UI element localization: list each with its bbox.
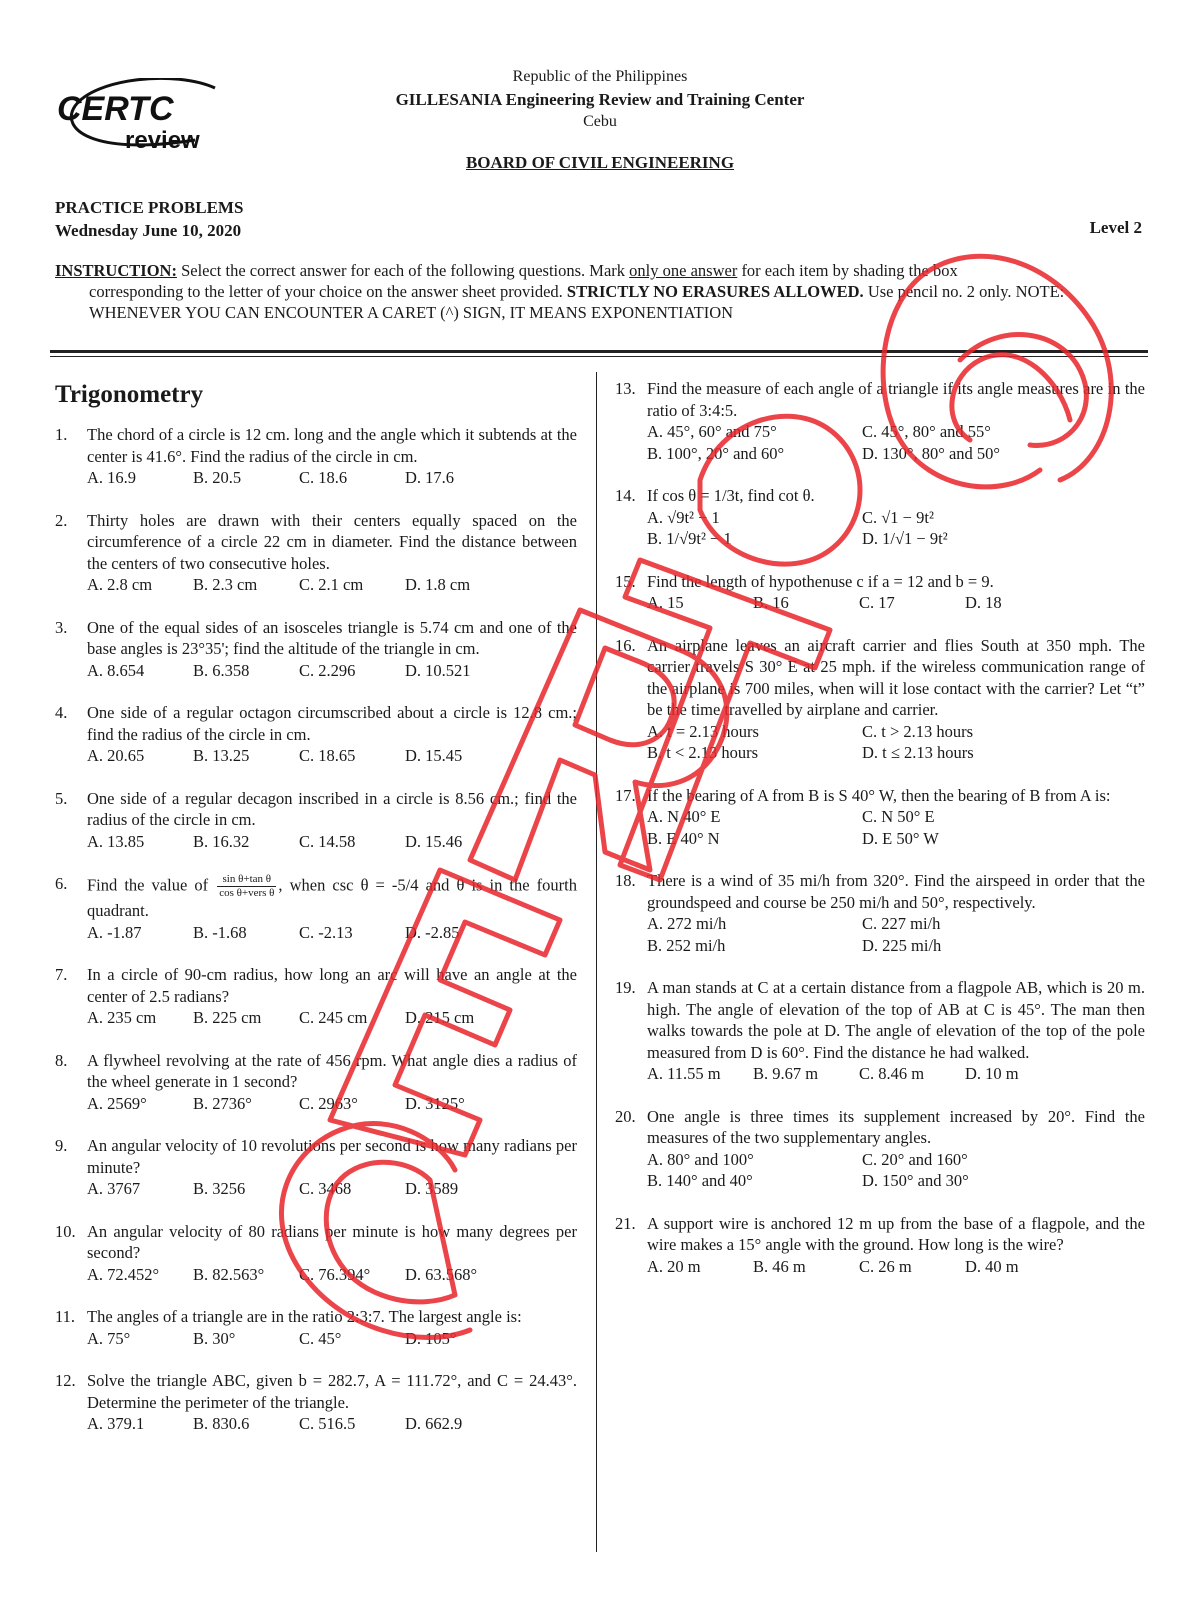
question-text: A flywheel revolving at the rate of 456 rpm. What angle dies a radius of the wheel generate in 1 second? — [87, 1050, 577, 1091]
answer-options — [87, 745, 577, 767]
answer-options — [87, 1007, 577, 1029]
q21-option-3: C. 26 m — [859, 1256, 912, 1276]
header-rule — [50, 350, 1148, 353]
question-text: An airplane leaves an aircraft carrier and flies South at 350 mph. The carrier travels S 30° E at 25 mph. if the wireless communication range of the airplane is 700 miles, when will it lose contact with the carrier? Let “t” be the time travelled by airplane and carrier. — [647, 635, 1145, 719]
instruction-label: INSTRUCTION: — [55, 261, 177, 280]
question-number: 10. — [55, 1221, 76, 1241]
header-rule-thin — [50, 356, 1148, 357]
question-item — [615, 485, 1145, 550]
q4-option-1: A. 20.65 — [87, 746, 145, 765]
answer-options — [87, 1413, 577, 1435]
question-text: A man stands at C at a certain distance from a flagpole AB, which is 20 m. high. The angle of elevation of the top of AB at C is 45°. The man then walks towards the pole at D. The angle of elevation of the top of the pole measured from D is 60°. Find the distance he had walked. — [647, 978, 1145, 1062]
q12-option-2: B. 830.6 — [193, 1414, 250, 1433]
question-item — [55, 1050, 577, 1115]
question-text: Thirty holes are drawn with their centers equally spaced on the circumference of a circle 22 cm in diameter. Find the distance between the centers of two consecutive holes. — [87, 510, 577, 573]
q1-option-3: C. 18.6 — [299, 468, 348, 487]
instruction-note: WHENEVER YOU CAN ENCOUNTER A CARET (^) SIGN, IT MEANS EXPONENTIATION — [89, 303, 734, 322]
header-country: Republic of the Philippines — [512, 68, 688, 85]
instruction-rest — [55, 281, 1145, 323]
question-number: 2. — [55, 510, 68, 530]
q18-option-3: B. 252 mi/h — [647, 935, 726, 955]
answer-options — [647, 507, 1145, 550]
answer-options — [647, 592, 1145, 614]
q16-option-2: C. t > 2.13 hours — [862, 721, 974, 741]
question-number: 13. — [615, 379, 636, 398]
q12-option-3: C. 516.5 — [299, 1414, 356, 1433]
answer-options — [87, 922, 577, 944]
level-label: Level 2 — [1089, 218, 1142, 237]
instruction-underlined: only one answer — [629, 261, 738, 280]
question-text: Find the length of hypothenuse c if a = 12 and b = 9. — [647, 571, 994, 591]
question-number: 19. — [615, 978, 636, 997]
q20-option-4: D. 150° and 30° — [862, 1171, 969, 1190]
question-item — [55, 1135, 577, 1200]
question-number: 18. — [615, 871, 636, 890]
q14-option-2: C. √1 − 9t² — [862, 507, 934, 527]
question-text: One side of a regular octagon circumscribed about a circle is 12.8 cm.; find the radius of the circle in cm. — [87, 703, 577, 744]
instruction-text-3: corresponding to the letter of your choice on the answer sheet provided. — [89, 282, 567, 301]
q15-option-4: D. 18 — [965, 593, 1002, 612]
q2-option-3: C. 2.1 cm — [299, 575, 364, 594]
question-number: 5. — [55, 788, 68, 808]
answer-options — [87, 1328, 577, 1350]
question-text: There is a wind of 35 mi/h from 320°. Find the airspeed in order that the groundspeed and course be 250 mi/h and 50°, respectively. — [647, 871, 1145, 912]
q10-option-1: A. 72.452° — [87, 1264, 160, 1284]
q17-option-3: B. E 40° N — [647, 828, 720, 848]
q14-option-4: D. 1/√1 − 9t² — [862, 529, 948, 548]
question-item — [55, 1221, 577, 1286]
q11-option-1: A. 75° — [87, 1328, 131, 1348]
fraction: $\frac{\text{sin θ+tan θ}}{\text{cos θ+vers θ}}$ — [219, 873, 275, 899]
logo-sub-text: review — [125, 127, 200, 154]
question-text: Find the value of $\frac{\text{sin θ+tan θ}}{\text{cos θ+vers θ}}$ , when csc θ = -5/4 and θ is in the fourth quadrant. — [87, 873, 577, 920]
q2-option-1: A. 2.8 cm — [87, 575, 153, 594]
q20-option-2: C. 20° and 160° — [862, 1149, 968, 1169]
question-number: 7. — [55, 965, 68, 984]
q17-option-1: A. N 40° E — [647, 807, 721, 826]
q11-option-4: D. 105° — [405, 1328, 457, 1348]
question-item — [55, 788, 577, 853]
question-item — [55, 873, 577, 943]
q2-option-4: D. 1.8 cm — [405, 575, 471, 594]
question-number: 8. — [55, 1050, 68, 1070]
q16-option-3: B. t < 2.13 hours — [647, 743, 759, 762]
q14-option-3: B. 1/√9t² − 1 — [647, 529, 732, 548]
q1-option-1: A. 16.9 — [87, 468, 137, 487]
question-number: 16. — [615, 635, 636, 655]
question-number: 3. — [55, 617, 68, 637]
q19-option-1: A. 11.55 m — [647, 1064, 721, 1083]
q8-option-1: A. 2569° — [87, 1093, 147, 1113]
question-text: If cos θ = 1/3t, find cot θ. — [647, 486, 815, 505]
instruction-text-2: for each item by shading the box — [737, 261, 958, 280]
q4-option-4: D. 15.45 — [405, 746, 463, 765]
q13-option-1: A. 45°, 60° and 75° — [647, 422, 777, 441]
question-item — [615, 378, 1145, 464]
q7-option-4: D. 215 cm — [405, 1008, 475, 1027]
header-institution: GILLESANIA Engineering Review and Training Center — [395, 90, 805, 109]
question-text: One side of a regular decagon inscribed in a circle is 8.56 cm.; find the radius of the circle in cm. — [87, 788, 577, 829]
column-divider — [596, 372, 597, 1552]
q8-option-3: C. 2963° — [299, 1093, 358, 1113]
q7-option-3: C. 245 cm — [299, 1008, 368, 1027]
question-text: Solve the triangle ABC, given b = 282.7, A = 111.72°, and C = 24.43°. Determine the perimeter of the triangle. — [87, 1371, 577, 1412]
section-title: Trigonometry — [55, 381, 204, 408]
question-item — [615, 870, 1145, 956]
q10-option-2: B. 82.563° — [193, 1264, 265, 1284]
q19-option-4: D. 10 m — [965, 1064, 1019, 1083]
question-text: One of the equal sides of an isosceles triangle is 5.74 cm and one of the base angles is 23°35'; find the altitude of the triangle in cm. — [87, 617, 577, 658]
instruction-bold: STRICTLY NO ERASURES ALLOWED. — [566, 282, 864, 301]
answer-options — [647, 1256, 1145, 1278]
q9-option-3: C. 3468 — [299, 1179, 352, 1198]
right-column — [615, 378, 1145, 1298]
q5-option-1: A. 13.85 — [87, 831, 145, 851]
question-item — [615, 571, 1145, 614]
answer-options — [87, 660, 577, 682]
q5-option-2: B. 16.32 — [193, 831, 250, 851]
q20-option-1: A. 80° and 100° — [647, 1149, 754, 1169]
board-title: BOARD OF CIVIL ENGINEERING — [465, 153, 735, 172]
question-number: 17. — [615, 785, 636, 805]
question-number: 20. — [615, 1106, 636, 1126]
q9-option-2: B. 3256 — [193, 1179, 246, 1198]
answer-options — [87, 831, 577, 853]
q6-option-3: C. -2.13 — [299, 922, 353, 942]
answer-options — [647, 721, 1145, 764]
q18-option-1: A. 272 mi/h — [647, 914, 727, 933]
q3-option-4: D. 10.521 — [405, 660, 471, 680]
question-number: 12. — [55, 1371, 76, 1390]
q5-option-4: D. 15.46 — [405, 831, 463, 851]
question-item — [55, 510, 577, 596]
question-item — [615, 977, 1145, 1085]
answer-options — [87, 467, 577, 489]
question-item — [615, 785, 1145, 850]
q17-option-4: D. E 50° W — [862, 828, 939, 848]
q19-option-3: C. 8.46 m — [859, 1064, 925, 1083]
answer-options — [87, 1264, 577, 1286]
question-text: In a circle of 90-cm radius, how long an arc will have an angle at the center of 2.5 radians? — [87, 965, 577, 1006]
meta-block — [55, 196, 243, 242]
q12-option-4: D. 662.9 — [405, 1414, 463, 1433]
question-text: An angular velocity of 10 revolutions per second is how many radians per minute? — [87, 1136, 577, 1177]
q7-option-2: B. 225 cm — [193, 1008, 262, 1027]
answer-options — [647, 913, 1145, 956]
question-number: 9. — [55, 1136, 68, 1155]
q11-option-3: C. 45° — [299, 1328, 342, 1348]
q14-option-1: A. √9t² − 1 — [647, 507, 720, 527]
q2-option-2: B. 2.3 cm — [193, 575, 258, 594]
question-text: An angular velocity of 80 radians per minute is how many degrees per second? — [87, 1221, 577, 1262]
q10-option-3: C. 76.394° — [299, 1264, 371, 1284]
question-item — [55, 702, 577, 767]
q10-option-4: D. 63.568° — [405, 1264, 478, 1284]
q8-option-2: B. 2736° — [193, 1093, 252, 1113]
q15-option-2: B. 16 — [753, 593, 789, 612]
q9-option-4: D. 3589 — [405, 1179, 459, 1198]
q18-option-2: C. 227 mi/h — [862, 914, 941, 933]
practice-title: PRACTICE PROBLEMS — [55, 198, 244, 217]
instruction-text-1: Select the correct answer for each of the following questions. Mark — [176, 261, 630, 280]
q3-option-1: A. 8.654 — [87, 660, 145, 680]
q4-option-3: C. 18.65 — [299, 746, 356, 765]
q21-option-1: A. 20 m — [647, 1256, 701, 1276]
q6-option-2: B. -1.68 — [193, 922, 247, 942]
instruction-text-4: Use pencil no. 2 only. NOTE: — [863, 282, 1065, 301]
q1-option-2: B. 20.5 — [193, 468, 242, 487]
answer-options — [87, 1178, 577, 1200]
question-text: If the bearing of A from B is S 40° W, then the bearing of B from A is: — [647, 785, 1111, 805]
q16-option-1: A. t = 2.13 hours — [647, 721, 759, 741]
q16-option-4: D. t ≤ 2.13 hours — [862, 743, 974, 762]
answer-options — [647, 1149, 1145, 1192]
answer-options — [87, 574, 577, 596]
q4-option-2: B. 13.25 — [193, 746, 250, 765]
q9-option-1: A. 3767 — [87, 1179, 141, 1198]
left-column — [55, 380, 577, 1456]
header-city: Cebu — [583, 113, 617, 130]
answer-options — [647, 421, 1145, 464]
q13-option-2: C. 45°, 80° and 55° — [862, 422, 991, 441]
q3-option-2: B. 6.358 — [193, 660, 250, 680]
q15-option-3: C. 17 — [859, 593, 895, 612]
question-text: Find the measure of each angle of a triangle if its angle measures are in the ratio of 3:4:5. — [647, 379, 1145, 420]
question-number: 11. — [55, 1307, 76, 1326]
answer-options — [647, 1063, 1145, 1085]
q8-option-4: D. 3125° — [405, 1093, 465, 1113]
question-item — [55, 964, 577, 1029]
question-text: One angle is three times its supplement increased by 20°. Find the measures of the two supplementary angles. — [647, 1106, 1145, 1147]
q1-option-4: D. 17.6 — [405, 468, 455, 487]
question-item — [615, 1213, 1145, 1278]
q5-option-3: C. 14.58 — [299, 831, 356, 851]
q13-option-4: D. 130°, 80° and 50° — [862, 443, 1001, 463]
question-text: The angles of a triangle are in the ratio 2:3:7. The largest angle is: — [87, 1307, 522, 1326]
question-item — [55, 1370, 577, 1435]
question-text: A support wire is anchored 12 m up from the base of a flagpole, and the wire makes a 15° angle with the ground. How long is the wire? — [647, 1213, 1145, 1254]
q21-option-4: D. 40 m — [965, 1256, 1019, 1276]
question-number: 1. — [55, 425, 68, 444]
q12-option-1: A. 379.1 — [87, 1414, 145, 1433]
question-number: 15. — [615, 571, 636, 591]
exam-date: Wednesday June 10, 2020 — [55, 221, 242, 240]
question-number: 6. — [55, 874, 68, 893]
q7-option-1: A. 235 cm — [87, 1008, 157, 1027]
q17-option-2: C. N 50° E — [862, 807, 935, 826]
question-item — [55, 1306, 577, 1349]
q13-option-3: B. 100°, 20° and 60° — [647, 443, 785, 463]
q18-option-4: D. 225 mi/h — [862, 935, 942, 955]
certc-logo — [55, 78, 230, 160]
q19-option-2: B. 9.67 m — [753, 1064, 819, 1083]
answer-options — [647, 806, 1145, 849]
question-number: 14. — [615, 486, 636, 505]
q15-option-1: A. 15 — [647, 593, 684, 612]
q21-option-2: B. 46 m — [753, 1256, 806, 1276]
answer-options — [87, 1093, 577, 1115]
question-item — [615, 635, 1145, 764]
question-item — [55, 424, 577, 489]
question-number: 21. — [615, 1213, 636, 1233]
instruction-block — [55, 260, 1145, 323]
q6-option-1: A. -1.87 — [87, 922, 142, 942]
q3-option-3: C. 2.296 — [299, 660, 356, 680]
question-number: 4. — [55, 703, 68, 722]
logo-main-text: CERTC — [57, 90, 174, 128]
question-text: The chord of a circle is 12 cm. long and the angle which it subtends at the center is 41.6°. Find the radius of the circle in cm. — [87, 425, 577, 466]
q11-option-2: B. 30° — [193, 1328, 236, 1348]
q20-option-3: B. 140° and 40° — [647, 1171, 753, 1190]
q6-option-4: D. -2.85 — [405, 922, 460, 942]
question-item — [55, 617, 577, 682]
question-item — [615, 1106, 1145, 1192]
